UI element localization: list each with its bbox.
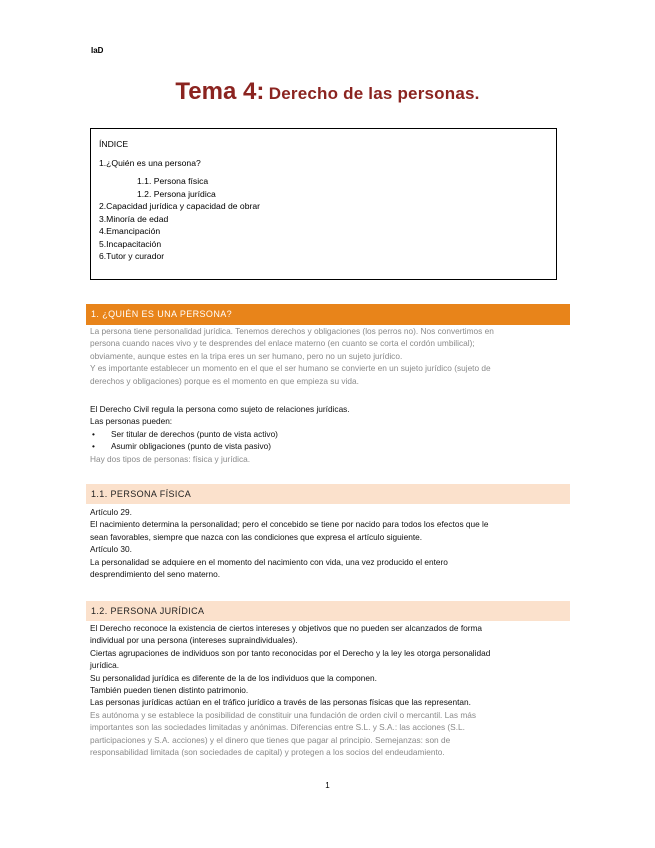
text-line: participaciones y S.A. acciones) y el dinero que tienes que pagar al principio. Semejanzas: son de: [90, 734, 451, 745]
index-item: 2.Capacidad jurídica y capacidad de obrar: [99, 201, 260, 211]
text-line: responsabilidad limitada (son sociedades de capital) y protegen a los socios del endeudamiento.: [90, 747, 445, 758]
text-line: individual por una persona (intereses supraindividuales).: [90, 635, 298, 646]
section11-paragraph: [90, 506, 560, 580]
index-item: 1.¿Quién es una persona?: [99, 157, 201, 168]
text-line: Es autónoma y se establece la posibilidad de constituir una fundación de orden civil o mercantil. Las más: [90, 710, 477, 720]
text-line: Su personalidad jurídica es diferente de la de los individuos que la componen.: [90, 672, 377, 683]
page-number: 1: [325, 781, 330, 790]
title-main: Tema 4:: [175, 78, 265, 105]
text-line: importantes son las sociedades limitadas y anónimas. Diferencias entre S.L. y S.A.: las acciones (S.L.: [90, 722, 465, 733]
text-line: Ciertas agrupaciones de individuos son por tanto reconocidas por el Derecho y la ley les otorga personalidad: [90, 647, 491, 658]
section-heading-persona-juridica: 1.2. PERSONA JURÍDICA: [86, 601, 570, 621]
text-line: Y es importante establecer un momento en el que el ser humano se convierte en un sujeto jurídico (sujeto de: [90, 363, 491, 374]
section-heading-persona-fisica: 1.1. PERSONA FÍSICA: [86, 484, 570, 504]
text-line: sean favorables, siempre que nazca con las condiciones que expresa el artículo siguiente.: [90, 531, 423, 542]
section1-grey-paragraph: [90, 325, 560, 387]
page-title: [0, 78, 655, 106]
index-box: [90, 128, 557, 280]
text-line: desprendimiento del seno materno.: [90, 569, 221, 580]
index-item: 3.Minoría de edad: [99, 213, 169, 224]
text-line: El Derecho Civil regula la persona como sujeto de relaciones jurídicas.: [90, 404, 350, 414]
text-line: Artículo 29.: [90, 507, 132, 517]
section1-dark-paragraph: [90, 403, 560, 465]
index-item: 1.1. Persona física: [137, 176, 209, 186]
title-sub: Derecho de las personas.: [268, 84, 480, 103]
text-line: Hay dos tipos de personas: física y jurídica.: [90, 453, 251, 464]
index-item: 6.Tutor y curador: [99, 251, 165, 261]
text-line: Artículo 30.: [90, 544, 132, 555]
index-item: 5.Incapacitación: [99, 238, 162, 249]
section-heading-quien-es-persona: 1. ¿QUIÉN ES UNA PERSONA?: [86, 304, 570, 325]
index-heading: ÍNDICE: [99, 139, 129, 149]
section12-grey-paragraph: [90, 709, 560, 759]
text-line: Las personas jurídicas actúan en el tráfico jurídico a través de las personas físicas que las representan.: [90, 697, 471, 708]
text-line: Las personas pueden:: [90, 416, 173, 427]
bullet-list: [90, 428, 560, 453]
bullet-icon: •: [92, 428, 95, 439]
text-line: jurídica.: [90, 660, 120, 671]
bullet-icon: •: [92, 441, 95, 452]
index-item: 4.Emancipación: [99, 226, 161, 236]
text-line: La persona tiene personalidad jurídica. Tenemos derechos y obligaciones (los perros no). Nos convertimos en: [90, 326, 494, 336]
list-item: • Asumir obligaciones (punto de vista pasivo): [92, 441, 272, 452]
text-line: El nacimiento determina la personalidad; pero el concebido se tiene por nacido para todos los efectos que le: [90, 519, 489, 530]
text-line: El Derecho reconoce la existencia de ciertos intereses y objetivos que no pueden ser alcanzados de forma: [90, 623, 483, 633]
section12-dark-paragraph: [90, 622, 560, 709]
text-line: derechos y obligaciones) porque es el momento en que empieza su vida.: [90, 375, 359, 386]
header-mark: IaD: [91, 46, 104, 55]
text-line: obviamente, aunque estes en la tripa eres un ser humano, pero no un sujeto jurídico.: [90, 350, 403, 361]
text-line: persona cuando naces vivo y te desprendes del enlace materno (en cuanto se corta el cordón umbilical);: [90, 338, 475, 349]
list-item: • Ser titular de derechos (punto de vista activo): [92, 428, 278, 439]
index-item: 1.2. Persona jurídica: [137, 188, 216, 199]
text-line: También pueden tienen distinto patrimonio.: [90, 685, 249, 696]
text-line: La personalidad se adquiere en el momento del nacimiento con vida, una vez producido el entero: [90, 556, 448, 567]
